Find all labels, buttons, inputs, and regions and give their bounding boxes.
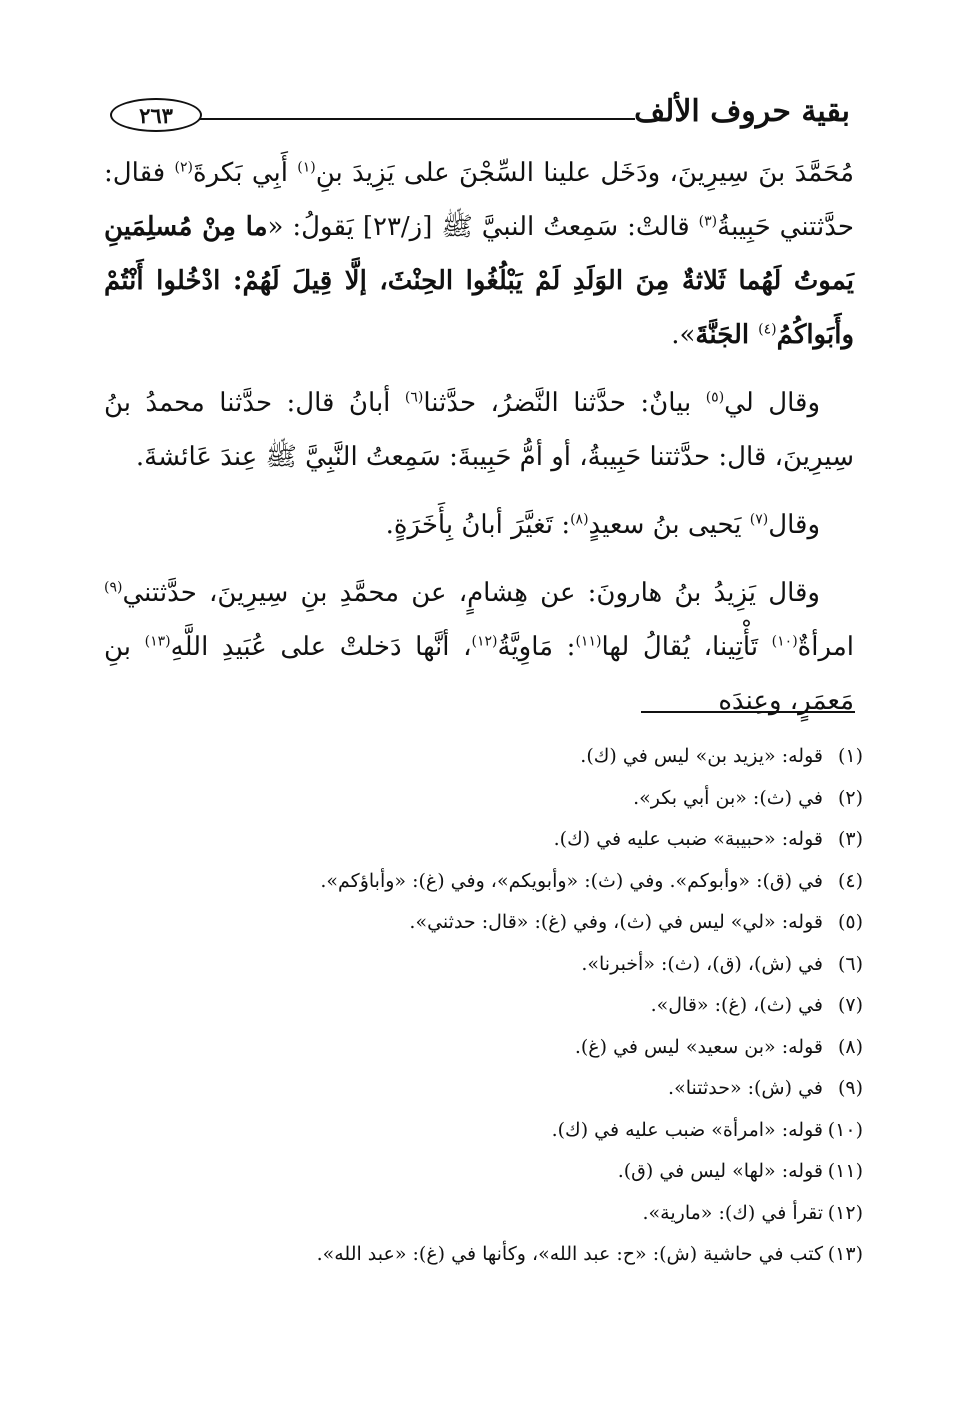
footnote-marker-3: (٣): [698, 213, 718, 230]
footnote-number: (٣): [837, 828, 863, 850]
footnote-text: في (ث): «بن أبي بكر».: [633, 786, 823, 809]
text-run: بيانٌ: حدَّثنا النَّضرُ، حدَّثنا: [423, 388, 706, 418]
text-run: ، أنَّها دَخلتْ على عُبَيدِ اللَّهِ: [170, 632, 472, 662]
text-run: وقال لي: [724, 388, 821, 418]
footnote-number: (١٠): [827, 1118, 863, 1141]
running-title: بقية حروف الألف: [634, 94, 850, 129]
footnote-item: [243, 1110, 863, 1152]
footnote-marker-13: (١٣): [144, 633, 171, 650]
footnote-marker-5: (٥): [705, 389, 725, 406]
footnote-text: في (ث)، (غ): «قال».: [650, 994, 823, 1016]
footnote-item: [243, 1027, 863, 1069]
footnote-text: قوله: «يزيد بن» ليس في (ك).: [580, 745, 823, 767]
footnote-number: (٤): [837, 869, 863, 892]
footnote-text: قوله: «بن سعيد» ليس في (غ).: [574, 1035, 823, 1058]
footnote-text: في (ش)، (ق)، (ث): «أخبرنا».: [581, 952, 823, 975]
running-header: [110, 92, 850, 140]
footnote-item: [243, 1234, 863, 1276]
paragraph-4: [104, 566, 854, 728]
text-run: ».: [671, 320, 696, 350]
footnote-text: تقرأ في (ك): «مارية».: [642, 1201, 823, 1224]
footnote-item: [243, 819, 863, 861]
text-run: يَحيى بنُ سعيدٍ: [588, 510, 750, 540]
footnote-marker-10: (١٠): [771, 633, 798, 650]
footnote-marker-11: (١١): [575, 633, 602, 650]
footnote-marker-7: (٧): [749, 511, 769, 528]
text-run: : تَغيَّرَ أبانُ بِأَخَرَةٍ.: [385, 510, 571, 540]
footnote-marker-4: (٤): [758, 321, 777, 338]
text-run: تَأْتِينا، يُقالُ لها: [601, 632, 772, 662]
text-run: وقال: [768, 510, 820, 540]
footnote-item: [243, 944, 863, 986]
footnote-text: في (ق): «وأبوكم». وفي (ث): «وأبويكم»، وفي (غ): «وأباؤكم».: [320, 869, 823, 892]
footnote-marker-12: (١٢): [471, 633, 498, 650]
text-run: قالتْ: سَمِعتُ النبيَّ ﷺ [ز/٢٣] يَقولُ: «: [267, 212, 699, 242]
footnote-text: قوله: «حبيبة» ضبب عليه في (ك).: [553, 828, 823, 850]
footnote-number: (١): [837, 745, 863, 767]
page-number: ٢٦٣: [110, 98, 202, 132]
footnote-number: (١١): [827, 1160, 863, 1182]
header-rule: [200, 118, 635, 120]
footnotes-list: [243, 736, 863, 1276]
footnote-text: قوله: «امرأة» ضبب عليه في (ك).: [551, 1118, 823, 1141]
main-text: [104, 146, 854, 742]
footnote-marker-8: (٨): [570, 511, 589, 528]
hadith-text: ما مِنْ مُسلِمَينِ يَموتُ لَهُما ثَلاثةٌ مِنَ الوَلَدِ لَمْ يَبْلُغُوا الحِنْثَ، إلَّا قِيلَ لَهُمْ: ادْخُلوا أَنْتُمْ وأَبَواكُمُ: [104, 212, 854, 350]
footnote-number: (٨): [837, 1035, 863, 1058]
footnote-number: (٩): [837, 1077, 863, 1099]
footnote-number: (٥): [837, 911, 863, 933]
footnote-text: في (ش): «حدثتنا».: [668, 1077, 823, 1099]
footnote-separator: [641, 711, 855, 713]
footnote-text: كتب في حاشية (ش): «ح: عبد الله»، وكأنها في (غ): «عبد الله».: [316, 1243, 823, 1265]
text-run: امرأةٌ: [797, 632, 854, 662]
paragraph-3: [104, 498, 854, 552]
footnote-item: [243, 778, 863, 820]
footnote-item: [243, 736, 863, 778]
footnote-number: (٢): [837, 786, 863, 809]
text-run: بنِ مَعمَرٍ، وعِندَه: [104, 632, 854, 716]
footnote-number: (٧): [837, 994, 863, 1016]
text-run: فقال: حدَّثتني حَبِيبةُ: [104, 158, 854, 242]
text-run: أبانُ قال: حدَّثنا محمدُ بنُ سِيرِينَ، قال: حدَّثتنا حَبِيبةُ، أو أمُّ حَبِيبةَ: سَمِعتُ النَّبِيَّ ﷺ عِندَ عَائشةَ.: [104, 388, 854, 472]
footnote-number: (٦): [837, 952, 863, 975]
footnote-item: [243, 1193, 863, 1235]
hadith-text-end: الجَنَّةَ: [695, 320, 759, 350]
footnote-marker-9: (٩): [104, 579, 123, 596]
footnote-item: [243, 861, 863, 903]
text-run: وقال يَزِيدُ بنُ هارونَ: عن هِشامٍ، عن محمَّدِ بنِ سِيرِينَ، حدَّثتني: [122, 578, 820, 608]
footnote-number: (١٢): [827, 1201, 863, 1224]
footnote-text: قوله: «لها» ليس في (ق).: [617, 1160, 823, 1182]
footnote-number: (١٣): [827, 1243, 863, 1265]
text-run: مُحَمَّدَ بنَ سِيرِينَ، ودَخَل علينا السِّجْنَ على يَزِيدَ بنِ: [315, 158, 854, 188]
paragraph-2: [104, 376, 854, 484]
footnote-text: قوله: «لي» ليس في (ث)، وفي (غ): «قال: حدثني».: [409, 911, 823, 933]
footnote-marker-6: (٦): [404, 389, 424, 406]
footnote-item: [243, 985, 863, 1027]
footnote-item: [243, 902, 863, 944]
text-run: : مَاوِيَّةُ: [497, 632, 576, 662]
text-run: أَبِي بَكرةَ: [192, 158, 298, 188]
footnote-marker-2: (٢): [174, 159, 193, 176]
footnote-item: [243, 1151, 863, 1193]
footnote-marker-1: (١): [297, 159, 316, 176]
footnote-item: [243, 1068, 863, 1110]
paragraph-1: [104, 146, 854, 362]
